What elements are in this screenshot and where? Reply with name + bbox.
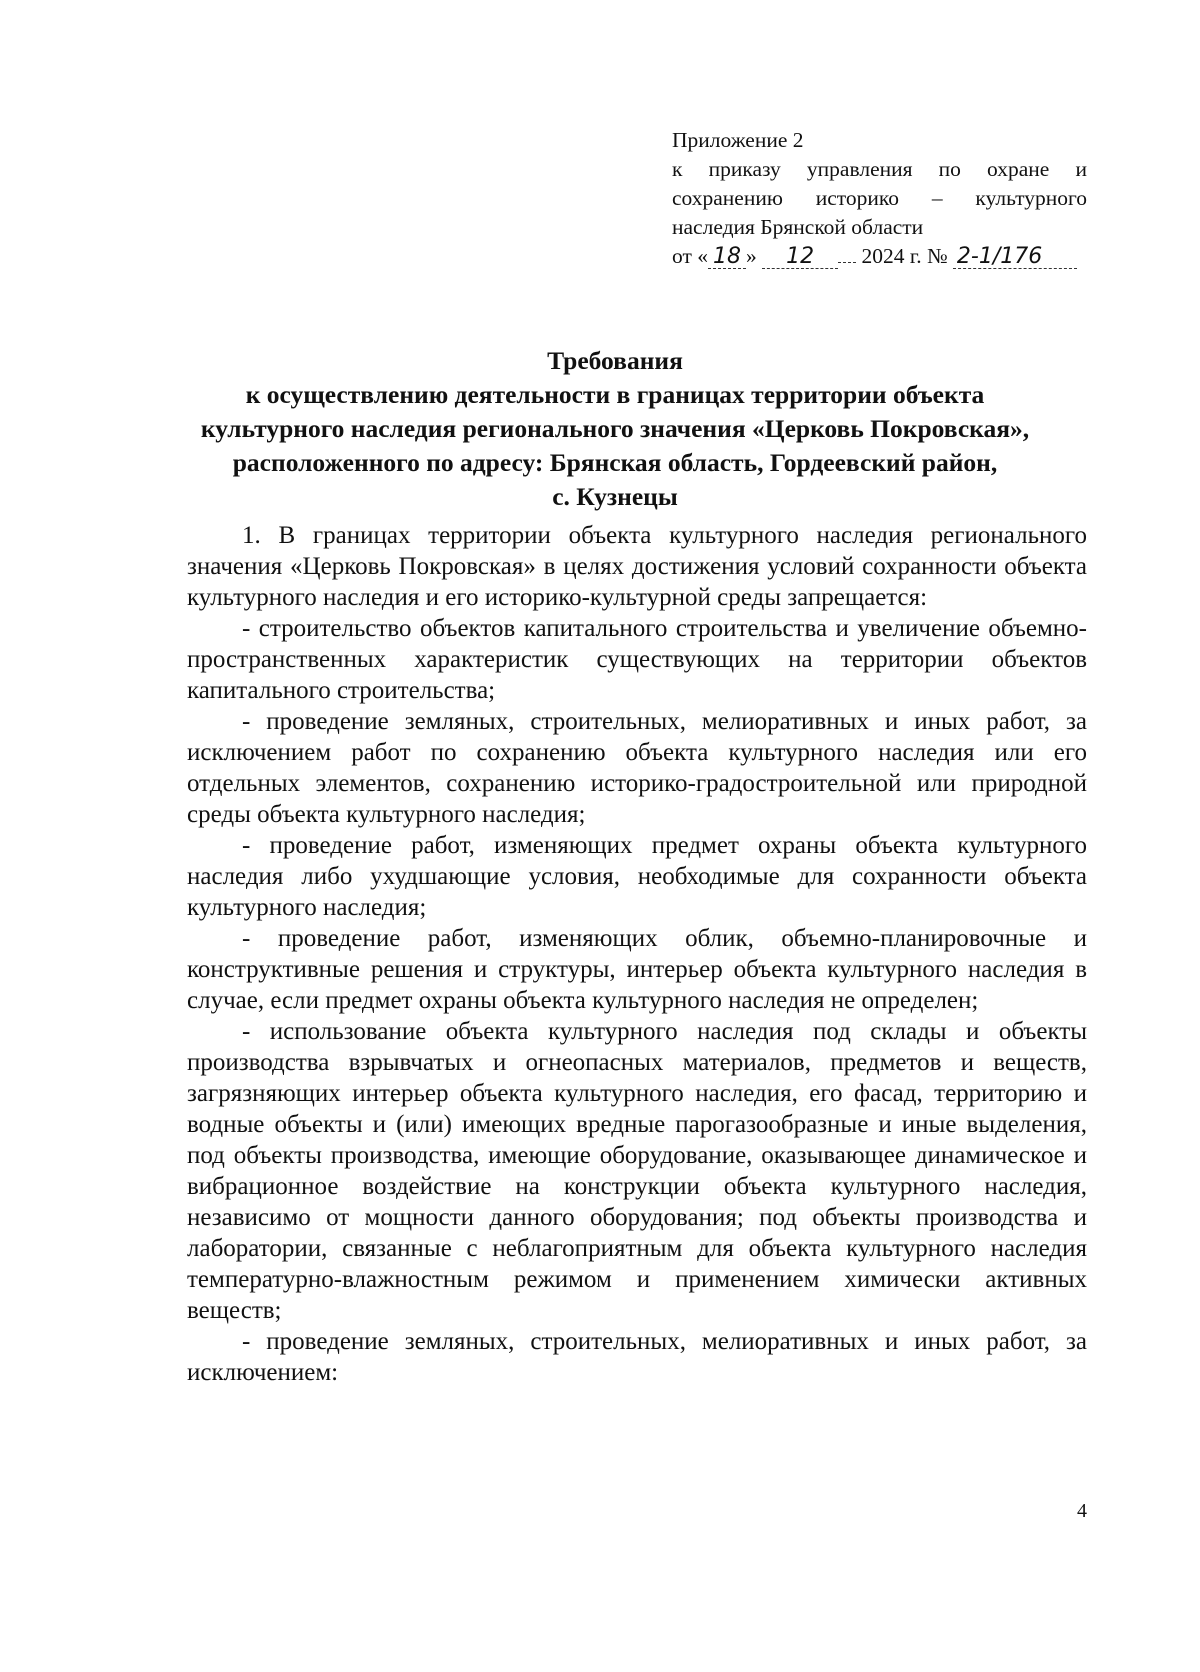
blank-underline [838, 244, 856, 263]
annex-title: Приложение 2 [672, 128, 804, 152]
handwritten-day: 18 [708, 246, 746, 269]
handwritten-month: 12 [762, 246, 838, 269]
title-line: к осуществлению деятельности в границах территории объекта [245, 380, 985, 409]
paragraph: 1. В границах территории объекта культурного наследия регионального значения «Церковь Покровская» в целях достижения условий сохранности объекта культурного наследия и его историко-культурной среды запрещается: [187, 522, 1087, 611]
document-title [175, 344, 1055, 514]
paragraph: - использование объекта культурного наследия под склады и объекты производства взрывчатых и огнеопасных материалов, предметов и веществ, загрязняющих интерьер объекта культурного наследия, его фасад, территорию и водные объекты и (или) имеющих вредные парогазообразные и иные выделения, под объекты производства, имеющие оборудование, оказывающее динамическое и вибрационное воздействие на конструкции объекта культурного наследия, независимо от мощности данного оборудования; под объекты производства и лаборатории, связанные с неблагоприятным для объекта культурного наследия температурно-влажностным режимом и применением химически активных веществ; [187, 1018, 1087, 1324]
title-line: расположенного по адресу: Брянская область, Гордеевский район, [232, 448, 998, 477]
handwritten-order-number: 2-1/176 [953, 246, 1077, 269]
year-text: 2024 г. № [861, 244, 948, 268]
date-prefix: от « [672, 244, 708, 268]
title-line: Требования [547, 346, 683, 375]
paragraph: - строительство объектов капитального строительства и увеличение объемно-пространственных характеристик существующих на территории объектов капитального строительства; [187, 615, 1087, 704]
page-number: 4 [1077, 1500, 1087, 1522]
title-line: культурного наследия регионального значения «Церковь Покровская», [200, 414, 1030, 443]
date-mid: » [746, 244, 757, 268]
annex-header [672, 126, 1087, 271]
annex-date-line [672, 242, 1087, 271]
paragraph: - проведение работ, изменяющих предмет охраны объекта культурного наследия либо ухудшающие условия, необходимые для сохранности объекта культурного наследия; [187, 832, 1087, 921]
paragraph: - проведение земляных, строительных, мелиоративных и иных работ, за исключением: [187, 1328, 1087, 1386]
paragraph: - проведение работ, изменяющих облик, объемно-планировочные и конструктивные решения и структуры, интерьер объекта культурного наследия в случае, если предмет охраны объекта культурного наследия не определен; [187, 925, 1087, 1014]
title-line: с. Кузнецы [552, 482, 678, 511]
annex-order-reference: к приказу управления по охране и сохранению историко – культурного наследия Брянской области [672, 157, 1087, 239]
document-body [187, 520, 1087, 1388]
paragraph: - проведение земляных, строительных, мелиоративных и иных работ, за исключением работ по сохранению объекта культурного наследия или его отдельных элементов, сохранению историко-градостроительной или природной среды объекта культурного наследия; [187, 708, 1087, 828]
